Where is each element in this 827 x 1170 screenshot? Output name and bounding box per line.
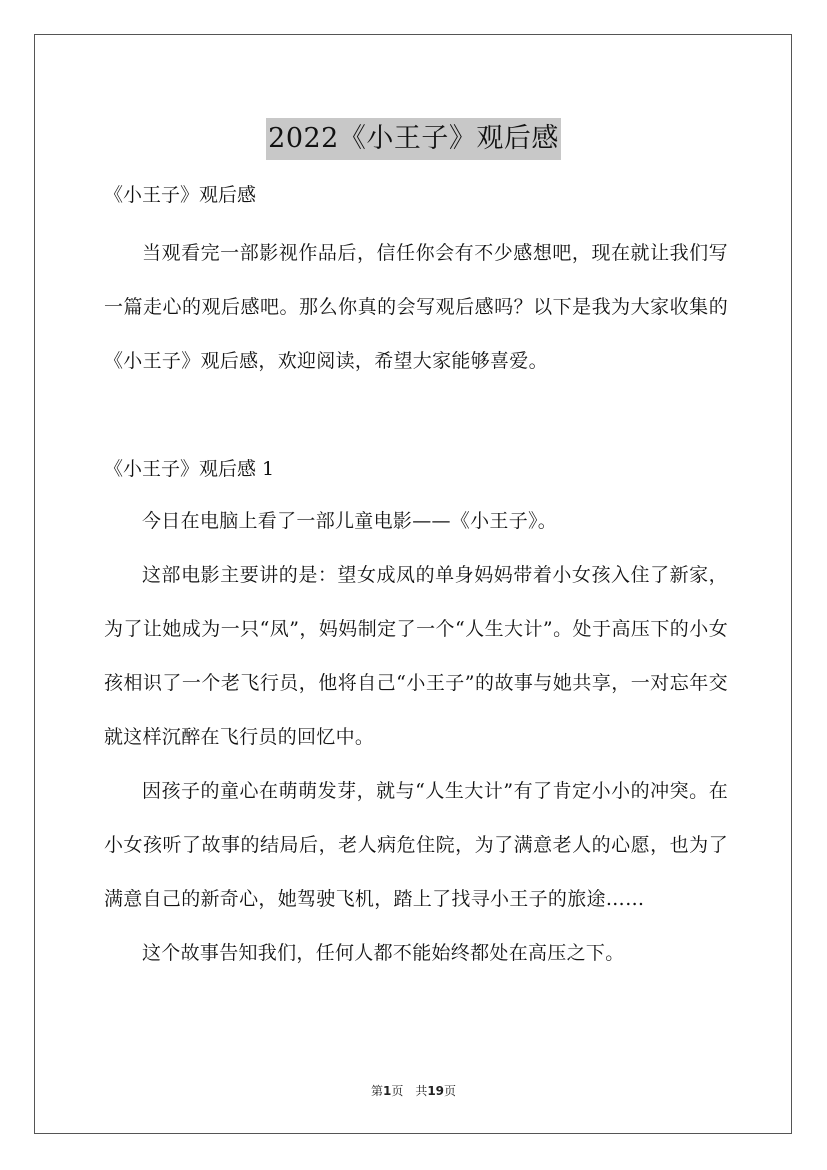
paragraph-3: 因孩子的童心在萌萌发芽，就与“人生大计”有了肯定小小的冲突。在小女孩听了故事的结局后，老人病危住院，为了满意老人的心愿，也为了满意自己的新奇心，她驾驶飞机，踏上了找寻小王子的旅途…… — [104, 780, 728, 910]
page-footer — [0, 1082, 827, 1099]
page-current-number: 1 — [382, 1084, 392, 1098]
intro-heading: 《小王子》观后感 — [104, 184, 257, 206]
page-total-number: 19 — [427, 1084, 445, 1098]
document-body — [104, 170, 728, 980]
page-mid: 页 共 — [391, 1084, 428, 1098]
paragraph-4: 这个故事告知我们，任何人都不能始终都处在高压之下。 — [142, 942, 625, 964]
paragraph-1: 今日在电脑上看了一部儿童电影——《小王子》。 — [142, 510, 558, 532]
document-title: 2022《小王子》观后感 — [266, 118, 561, 160]
intro-paragraph: 当观看完一部影视作品后，信任你会有不少感想吧，现在就让我们写一篇走心的观后感吧。那么你真的会写观后感吗？以下是我为大家收集的《小王子》观后感，欢迎阅读，希望大家能够喜爱。 — [104, 242, 728, 372]
page-prefix: 第 — [370, 1084, 383, 1098]
section-spacer — [104, 388, 728, 432]
title-container — [0, 100, 827, 178]
section-1-heading: 《小王子》观后感 1 — [104, 458, 275, 480]
page-suffix: 页 — [444, 1084, 457, 1098]
paragraph-2: 这部电影主要讲的是：望女成凤的单身妈妈带着小女孩入住了新家，为了让她成为一只“凤”，妈妈制定了一个“人生大计”。处于高压下的小女孩相识了一个老飞行员，他将自己“小王子”的故事与她共享，一对忘年交就这样沉醉在飞行员的回忆中。 — [104, 564, 728, 748]
